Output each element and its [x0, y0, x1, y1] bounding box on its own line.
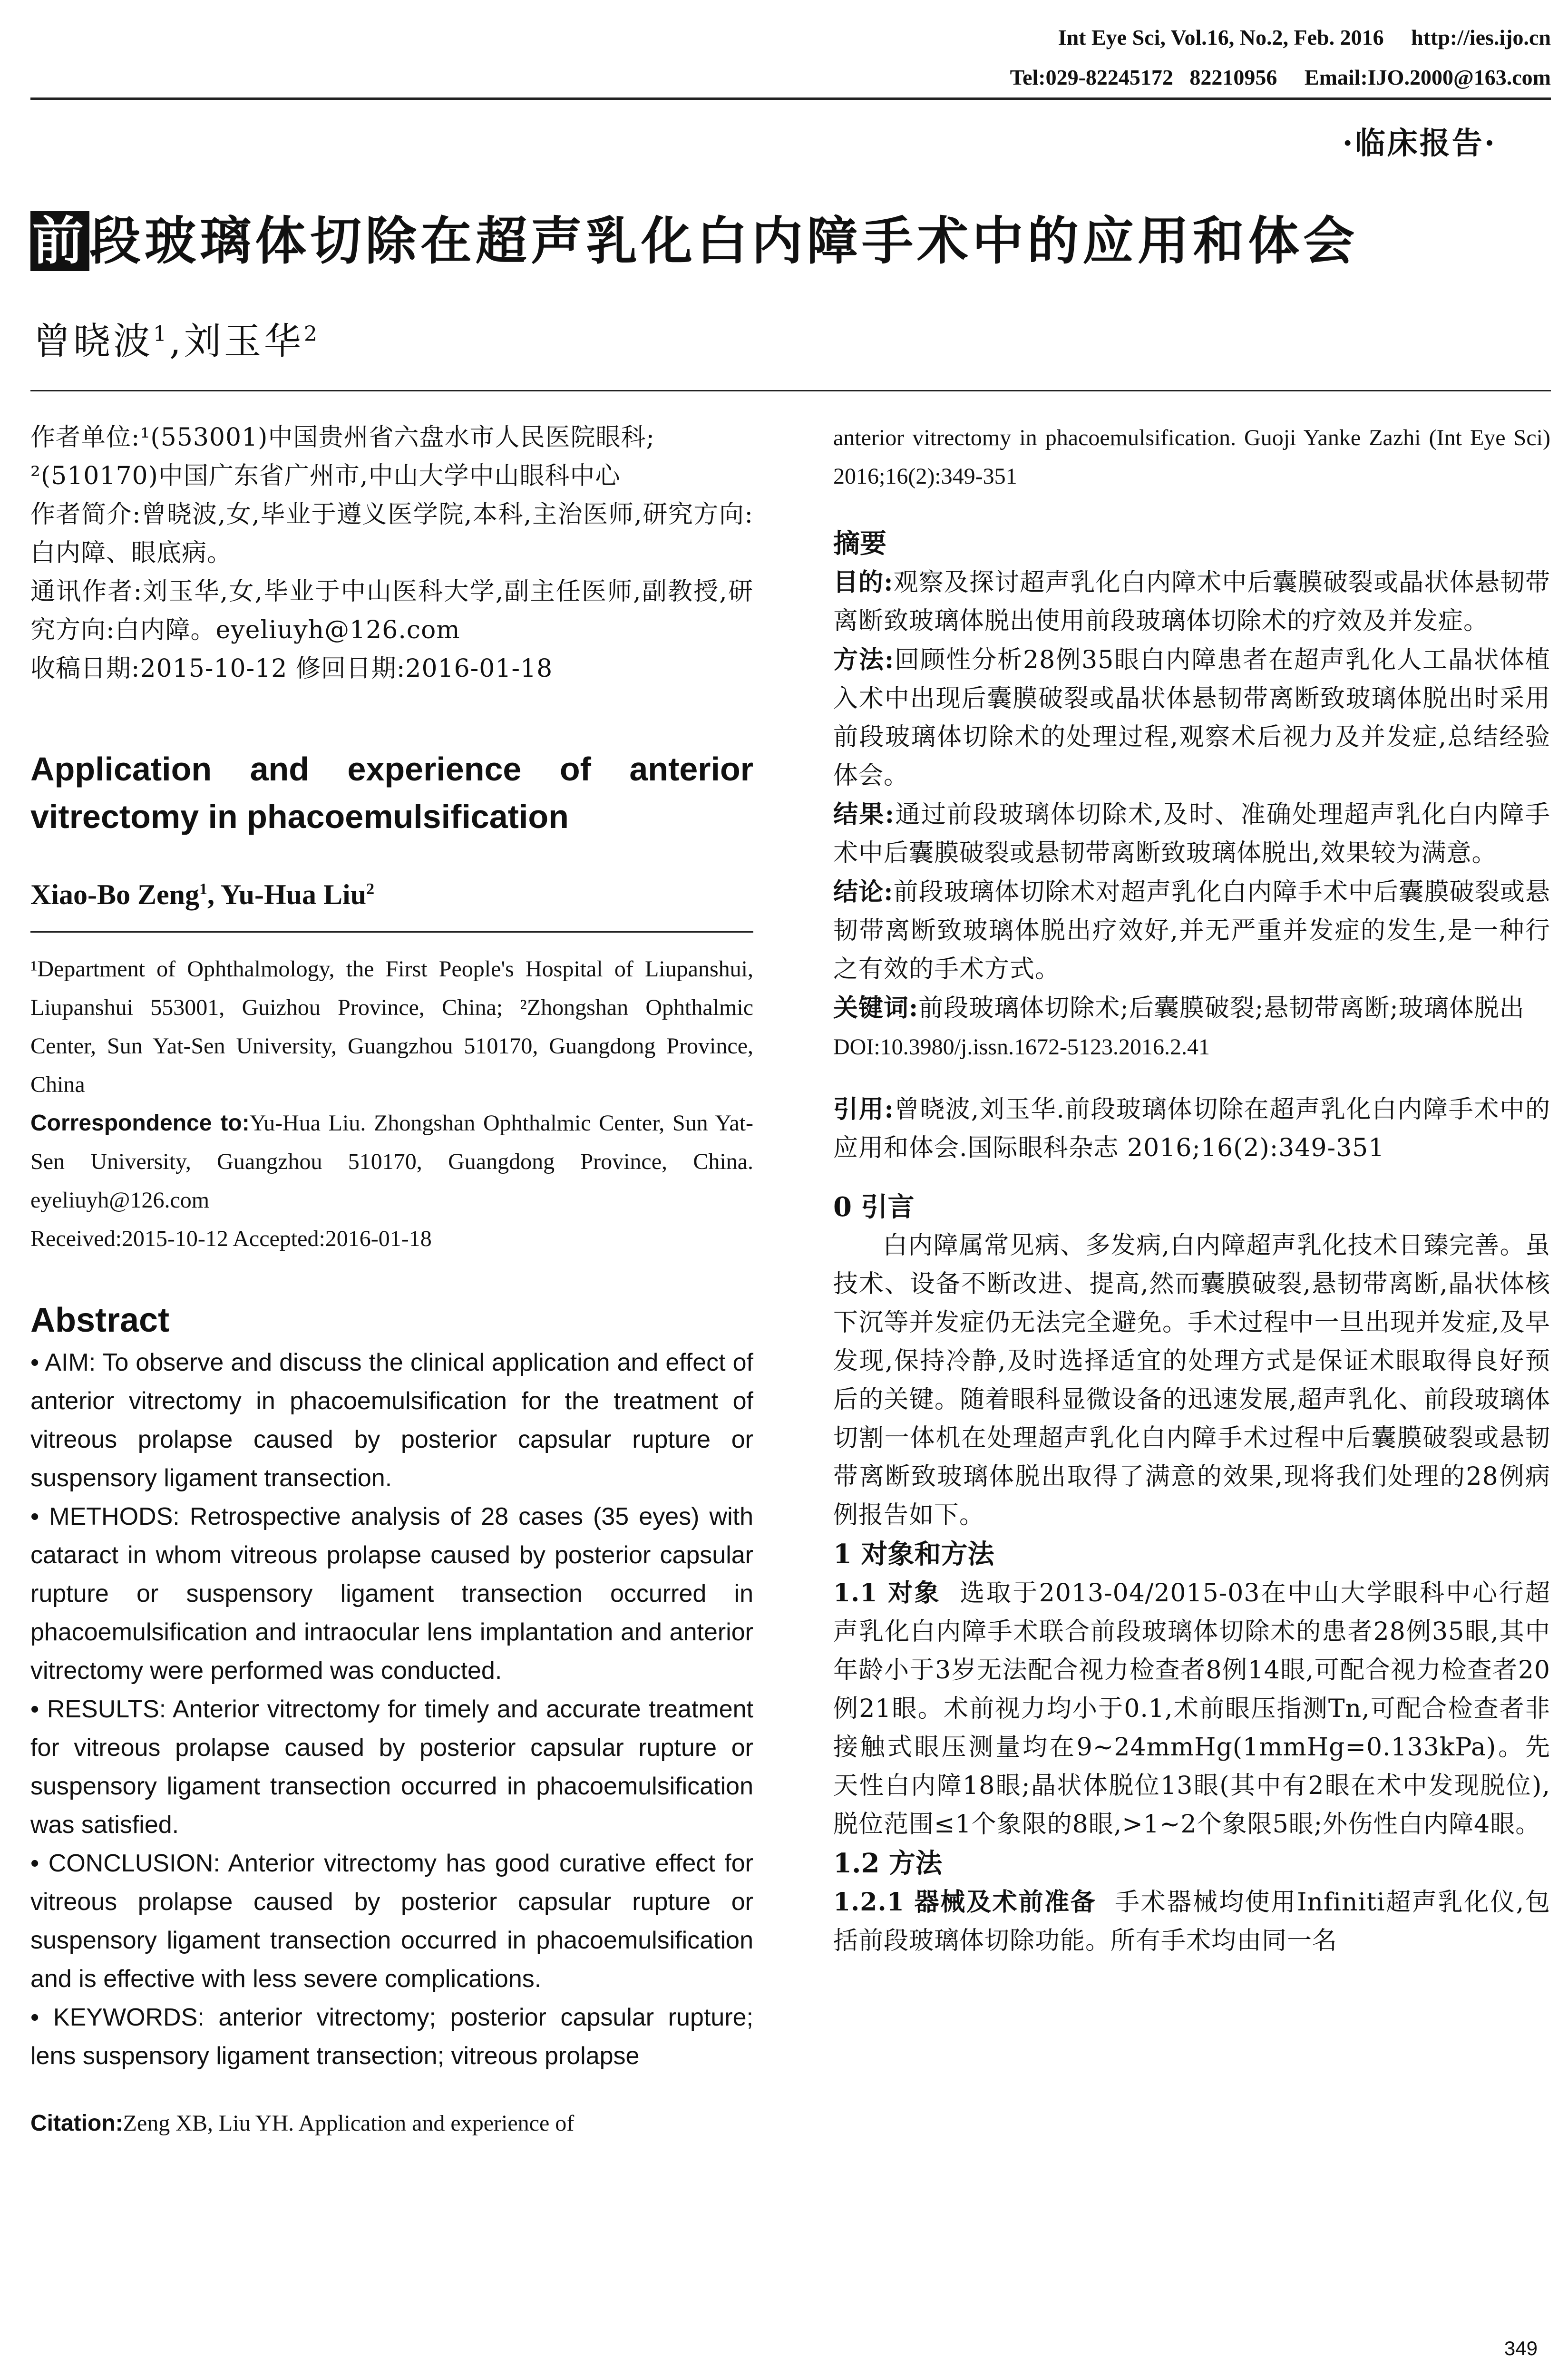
english-author-2-mark: 2 — [366, 880, 375, 898]
cite-zh — [833, 1090, 1550, 1168]
author-zh-2-mark: 2 — [303, 322, 320, 346]
title-rule — [30, 390, 1551, 391]
english-author-2: Yu-Hua Liu — [220, 879, 367, 910]
abstract-zh-methods — [833, 641, 1550, 795]
abstract-zh-keywords — [833, 989, 1550, 1028]
cite-label-zh: 引用: — [833, 1095, 894, 1124]
conclusion-label-zh: 结论: — [833, 877, 894, 906]
results-label-zh: 结果: — [833, 800, 895, 829]
abstract-conclusion: • CONCLUSION: Anterior vitrectomy has good curative effect for vitreous prolapse caused by posterior capsular rupture or suspensory ligament transection occurred in phacoemulsification and is effective with less severe complications. — [30, 1850, 753, 1993]
spacer — [833, 1066, 1550, 1090]
english-authors-rule — [30, 931, 753, 933]
title-zh-first-char: 前 — [30, 211, 89, 271]
abstract-results: • RESULTS: Anterior vitrectomy for timely and accurate treatment for vitreous prolapse caused by posterior capsular rupture or suspensory ligament transection occurred in phacoemulsification was satisfied. — [30, 1695, 753, 1839]
author-bio: 作者简介:曾晓波,女,毕业于遵义医学院,本科,主治医师,研究方向:白内障、眼底病。 — [30, 500, 753, 567]
aim-text-zh: 观察及探讨超声乳化白内障术中后囊膜破裂或晶状体悬韧带离断致玻璃体脱出使用前段玻璃体切除术的疗效及并发症。 — [833, 568, 1550, 635]
correspondence-label: Correspondence to: — [30, 1111, 250, 1136]
section-1-heading: 1 对象和方法 — [833, 1539, 994, 1570]
section-1-1-text: 选取于2013-04/2015-03在中山大学眼科中心行超声乳化白内障手术联合前段玻璃体切除术的患者28例35眼,其中年龄小于3岁无法配合视力检查者8例14眼,可配合视力检查者20例21眼。术前视力均小于0.1,术前眼压指测Tn,可配合检查者非接触式眼压测量均在9~24mmHg(1mmHg=0.133kPa)。先天性白内障18眼;晶状体脱位13眼(其中有2眼在术中发现脱位),脱位范围≤1个象限的8眼,>1~2个象限5眼;外伤性白内障4眼。 — [833, 1579, 1551, 1839]
intro-heading: 0 引言 — [833, 1191, 915, 1223]
section-1-2-1-text: 手术器械均使用Infiniti超声乳化仪,包括前段玻璃体切除功能。所有手术均由同一名 — [833, 1888, 1551, 1955]
author-zh-sep: , — [169, 320, 184, 363]
left-column — [30, 419, 753, 2143]
citation-label: Citation: — [30, 2111, 123, 2136]
citation — [30, 2104, 753, 2143]
correspondence-text: Yu-Hua Liu. Zhongshan Ophthalmic Center, Sun Yat-Sen University, Guangzhou 510170, Guangdong Province, China. eyeliuyh@126.com — [30, 1111, 754, 1213]
affiliation-line-2: ²(510170)中国广东省广州市,中山大学中山眼科中心 — [30, 462, 621, 490]
author-zh-2: 刘玉华 — [184, 320, 304, 363]
header-rule — [30, 97, 1551, 100]
english-title: Application and experience of anterior vitrectomy in phacoemulsification — [30, 750, 753, 835]
doi: DOI:10.3980/j.issn.1672-5123.2016.2.41 — [833, 1034, 1210, 1060]
english-author-sep: , — [207, 879, 221, 910]
author-zh-1-mark: 1 — [153, 322, 170, 346]
english-author-1-mark: 1 — [199, 880, 208, 898]
authors-zh — [33, 312, 320, 365]
page-number: 349 — [1504, 2337, 1538, 2359]
journal-header-line1: Int Eye Sci, Vol.16, No.2, Feb. 2016 http://ies.ijo.cn — [1058, 25, 1551, 49]
abstract-zh-conclusion — [833, 873, 1550, 989]
received-dates: 收稿日期:2015-10-12 修回日期:2016-01-18 — [30, 654, 553, 683]
english-affiliation: ¹Department of Ophthalmology, the First People's Hospital of Liupanshui, Liupanshui 553001, Guizhou Province, China; ²Zhongshan Ophthalmic Center, Sun Yat-Sen University, Guangzhou 510170, Guangdong Province, China — [30, 956, 753, 1097]
intro-text: 白内障属常见病、多发病,白内障超声乳化技术日臻完善。虽技术、设备不断改进、提高,然而囊膜破裂,悬韧带离断,晶状体核下沉等并发症仍无法完全避免。手术过程中一旦出现并发症,及早发现,保持冷静,及时选择适宜的处理方式是保证术眼取得良好预后的关键。随着眼科显微设备的迅速发展,超声乳化、前段玻璃体切割一体机在处理超声乳化白内障手术过程中后囊膜破裂或悬韧带离断致玻璃体脱出取得了满意的效果,现将我们处理的28例病例报告如下。 — [833, 1231, 1550, 1529]
english-dates: Received:2015-10-12 Accepted:2016-01-18 — [30, 1226, 432, 1251]
english-author-1: Xiao-Bo Zeng — [30, 879, 200, 910]
citation-continued: anterior vitrectomy in phacoemulsification. Guoji Yanke Zazhi (Int Eye Sci) 2016;16(2):349-351 — [833, 425, 1550, 489]
results-text-zh: 通过前段玻璃体切除术,及时、准确处理超声乳化白内障手术中后囊膜破裂或悬韧带离断致玻璃体脱出,效果较为满意。 — [833, 800, 1551, 867]
methods-text-zh: 回顾性分析28例35眼白内障患者在超声乳化人工晶状体植入术中出现后囊膜破裂或晶状体悬韧带离断致玻璃体脱出时采用前段玻璃体切除术的处理过程,观察术后视力及并发症,总结经验体会。 — [833, 646, 1550, 790]
conclusion-text-zh: 前段玻璃体切除术对超声乳化白内障手术中后囊膜破裂或悬韧带离断致玻璃体脱出疗效好,并无严重并发症的发生,是一种行之有效的手术方式。 — [833, 878, 1550, 984]
section-1-2-heading: 1.2 方法 — [833, 1848, 942, 1879]
section-tag: ·临床报告· — [1342, 126, 1497, 161]
abstract-keywords: • KEYWORDS: anterior vitrectomy; posterior capsular rupture; lens suspensory ligament transection; vitreous prolapse — [30, 2004, 753, 2070]
keywords-text-zh: 前段玻璃体切除术;后囊膜破裂;悬韧带离断;玻璃体脱出 — [918, 994, 1525, 1023]
abstract-zh-results — [833, 795, 1550, 873]
section-1-2-1-label: 1.2.1 器械及术前准备 — [833, 1888, 1097, 1917]
citation-text: Zeng XB, Liu YH. Application and experience of — [123, 2111, 575, 2136]
abstract-zh-heading: 摘要 — [833, 528, 886, 559]
abstract-aim: • AIM: To observe and discuss the clinical application and effect of anterior vitrectomy in phacoemulsification for the treatment of vitreous prolapse caused by posterior capsular rupture or suspensory ligament transection. — [30, 1349, 753, 1492]
english-correspondence — [30, 1104, 753, 1219]
affiliation-line-1: 作者单位:¹(553001)中国贵州省六盘水市人民医院眼科; — [30, 423, 655, 452]
title-zh-rest: 段玻璃体切除在超声乳化白内障手术中的应用和体会 — [89, 211, 1359, 271]
english-authors — [30, 878, 753, 911]
aim-label-zh: 目的: — [833, 568, 894, 597]
author-zh-1: 曾晓波 — [33, 320, 154, 363]
abstract-heading: Abstract — [30, 1301, 170, 1339]
corresponding-author: 通讯作者:刘玉华,女,毕业于中山医科大学,副主任医师,副教授,研究方向:白内障。eyeliuyh@126.com — [30, 577, 753, 644]
section-1-1-label: 1.1 对象 — [833, 1578, 941, 1607]
section-1-1 — [833, 1574, 1550, 1844]
section-1-2-1 — [833, 1883, 1550, 1960]
methods-label-zh: 方法: — [833, 645, 895, 674]
abstract-zh-aim — [833, 563, 1550, 641]
cite-text-zh: 曾晓波,刘玉华.前段玻璃体切除在超声乳化白内障手术中的应用和体会.国际眼科杂志 2016;16(2):349-351 — [833, 1095, 1550, 1162]
right-column — [833, 419, 1550, 1960]
journal-header-line2: Tel:029-82245172 82210956 Email:IJO.2000@163.com — [1010, 65, 1551, 89]
keywords-label-zh: 关键词: — [833, 994, 919, 1023]
abstract-methods: • METHODS: Retrospective analysis of 28 cases (35 eyes) with cataract in whom vitreous prolapse caused by posterior capsular rupture or suspensory ligament transection occurred in phacoemulsification and intraocular lens implantation and anterior vitrectomy were performed was conducted. — [30, 1503, 753, 1685]
title-zh — [30, 200, 1358, 273]
